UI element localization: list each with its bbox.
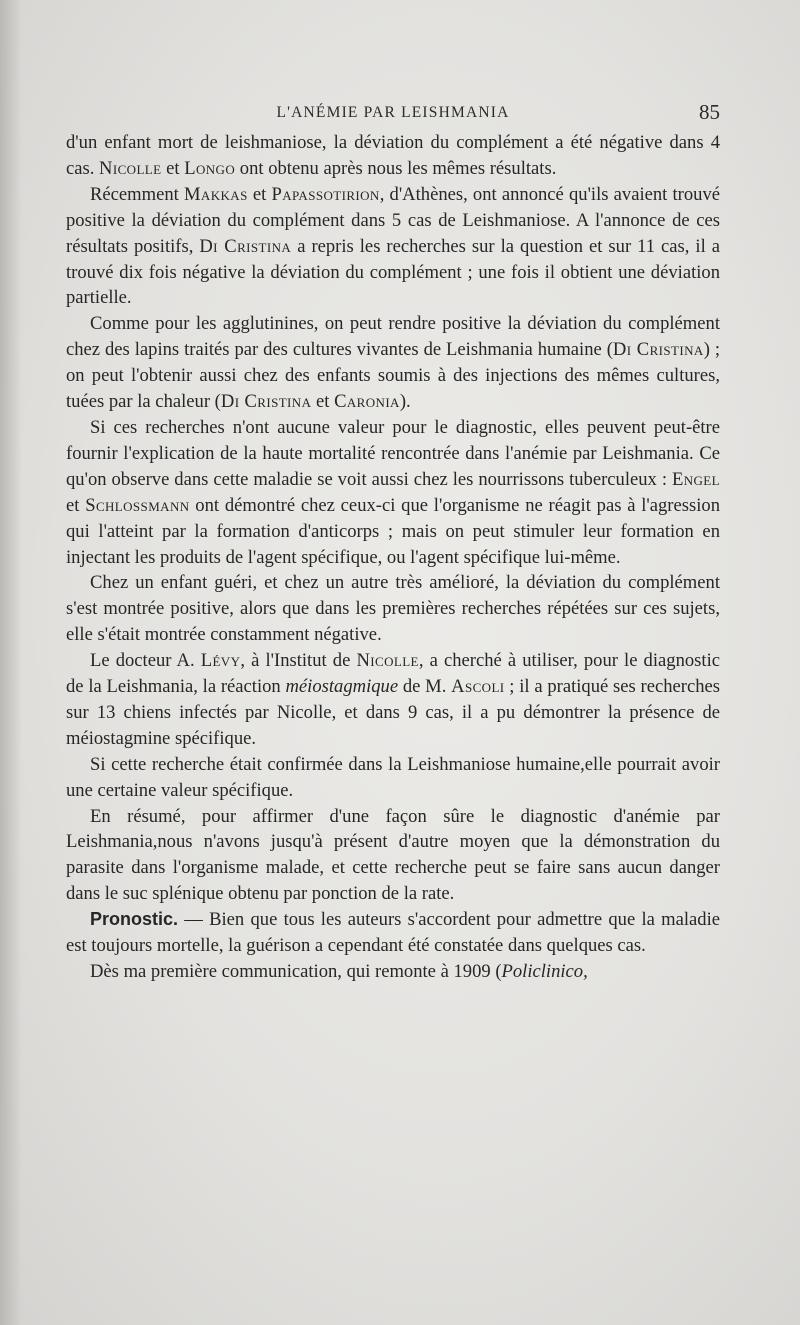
text-run-bold-sans: Pronostic. (90, 909, 179, 930)
running-title: L'ANÉMIE PAR LEISHMANIA (276, 104, 510, 121)
text-run-it: Policlinico, (501, 961, 588, 982)
text-run: — Bien que tous les auteurs s'accordent pour admettre que la maladie est toujours mortelle, la guérison a cependant été constatée dans quelques cas. (66, 909, 720, 957)
text-run: Si ces recherches n'ont aucune valeur pour le diagnostic, elles peuvent peut-être fournir l'explication de la haute mortalité rencontrée dans l'anémie par Leishmania. Ce qu'on observe dans cette maladie se voit aussi chez les nourrissons tuberculeux : (66, 416, 720, 490)
text-run: ). (399, 391, 411, 413)
paragraph-2 (66, 182, 720, 312)
text-run: Chez un enfant guéri, et chez un autre très amélioré, la déviation du complément s'est montrée positive, alors que dans les premières recherches répétées sur ces sujets, elle s'était montrée constamment négative. (66, 572, 720, 646)
page-shadow-edge (0, 0, 22, 1325)
running-header (66, 96, 720, 130)
text-run-sc: Di Cristina (220, 391, 312, 413)
paragraph-9-pronostic (66, 907, 720, 959)
text-run: Comme pour les agglutinines, on peut rendre positive la déviation du complément chez des lapins traités par des cultures vivantes de Leishmania humaine ( (66, 313, 720, 361)
text-run: d'un enfant mort de leishmaniose, la déviation du complément a été négative dans 4 cas. (66, 132, 720, 179)
text-run: Récemment (90, 183, 184, 205)
text-run-sc: Ascoli (451, 676, 505, 698)
text-run-sc: Papassotirion (271, 183, 380, 205)
text-run: En résumé, pour affirmer d'une façon sûre le diagnostic d'anémie par Leishmania,nous n'avons jusqu'à présent d'autre moyen que la démonstration du parasite dans l'organisme malade, et cette recherche peut se faire sans aucun danger dans le suc splénique obtenu par ponction de la rate. (66, 805, 720, 905)
text-run-sc: Makkas (183, 183, 248, 205)
text-run-sc: Caronia (334, 391, 400, 413)
text-run: ) ; on peut l'obtenir aussi chez des enfants soumis à des injections des mêmes cultures, tuées par la chaleur ( (66, 339, 720, 413)
paragraph-7 (66, 752, 720, 804)
text-run-sc: Nicolle (356, 650, 419, 672)
body-text (66, 130, 720, 985)
text-run-sc: Schlossmann (85, 494, 190, 516)
paragraph-3 (66, 311, 720, 415)
paragraph-1 (66, 130, 720, 182)
text-run: , a cherché à utiliser, pour le diagnostic de la Leishmania, la réaction (66, 650, 720, 698)
text-run: et (161, 157, 185, 179)
paragraph-10 (66, 959, 720, 985)
paragraph-5 (66, 570, 720, 648)
text-run: ont démontré chez ceux-ci que l'organisme ne réagit pas à l'agression qui l'atteint par la formation d'anticorps ; mais on peut stimuler leur formation en injectant les produits de l'agent spécifique, ou l'agent spécifique lui-même. (66, 494, 720, 568)
text-run-sc: Di Cristina (612, 339, 704, 361)
text-run: , d'Athènes, ont annoncé qu'ils avaient trouvé positive la déviation du complément dans 5 cas de Leishmaniose. A l'annonce de ces résultats positifs, (66, 183, 721, 257)
text-run-it: méiostagmique (285, 676, 399, 698)
text-run: ont obtenu après nous les mêmes résultats. (235, 157, 557, 179)
paragraph-6 (66, 648, 720, 752)
text-run: a repris les recherches sur la question et sur 11 cas, il a trouvé dix fois négative la déviation du complément ; une fois il obtient une déviation partielle. (66, 235, 721, 309)
text-run: Le docteur A. (90, 650, 201, 672)
text-run-sc: Lévy (200, 650, 241, 672)
text-run: Si cette recherche était confirmée dans la Leishmaniose humaine,elle pourrait avoir une certaine valeur spécifique. (66, 753, 720, 801)
text-run: , à l'Institut de (240, 650, 357, 672)
text-run: et (247, 183, 272, 205)
paragraph-4 (66, 415, 720, 570)
text-run-sc: Di Cristina (199, 235, 292, 257)
text-run: ; il a pratiqué ses recherches sur 13 chiens infectés par Nicolle, et dans 9 cas, il a pu démontrer la présence de méiostagmine spécifique. (66, 676, 720, 749)
text-run: et (66, 494, 86, 516)
text-run-sc: Nicolle (99, 157, 162, 179)
text-run-sc: Longo (184, 157, 236, 179)
text-run: de M. (398, 676, 452, 698)
paragraph-8 (66, 804, 720, 908)
text-run: Dès ma première communication, qui remonte à 1909 ( (90, 961, 502, 982)
page-number: 85 (699, 100, 720, 124)
text-run: et (311, 391, 335, 413)
text-run-sc: Engel (671, 468, 720, 490)
